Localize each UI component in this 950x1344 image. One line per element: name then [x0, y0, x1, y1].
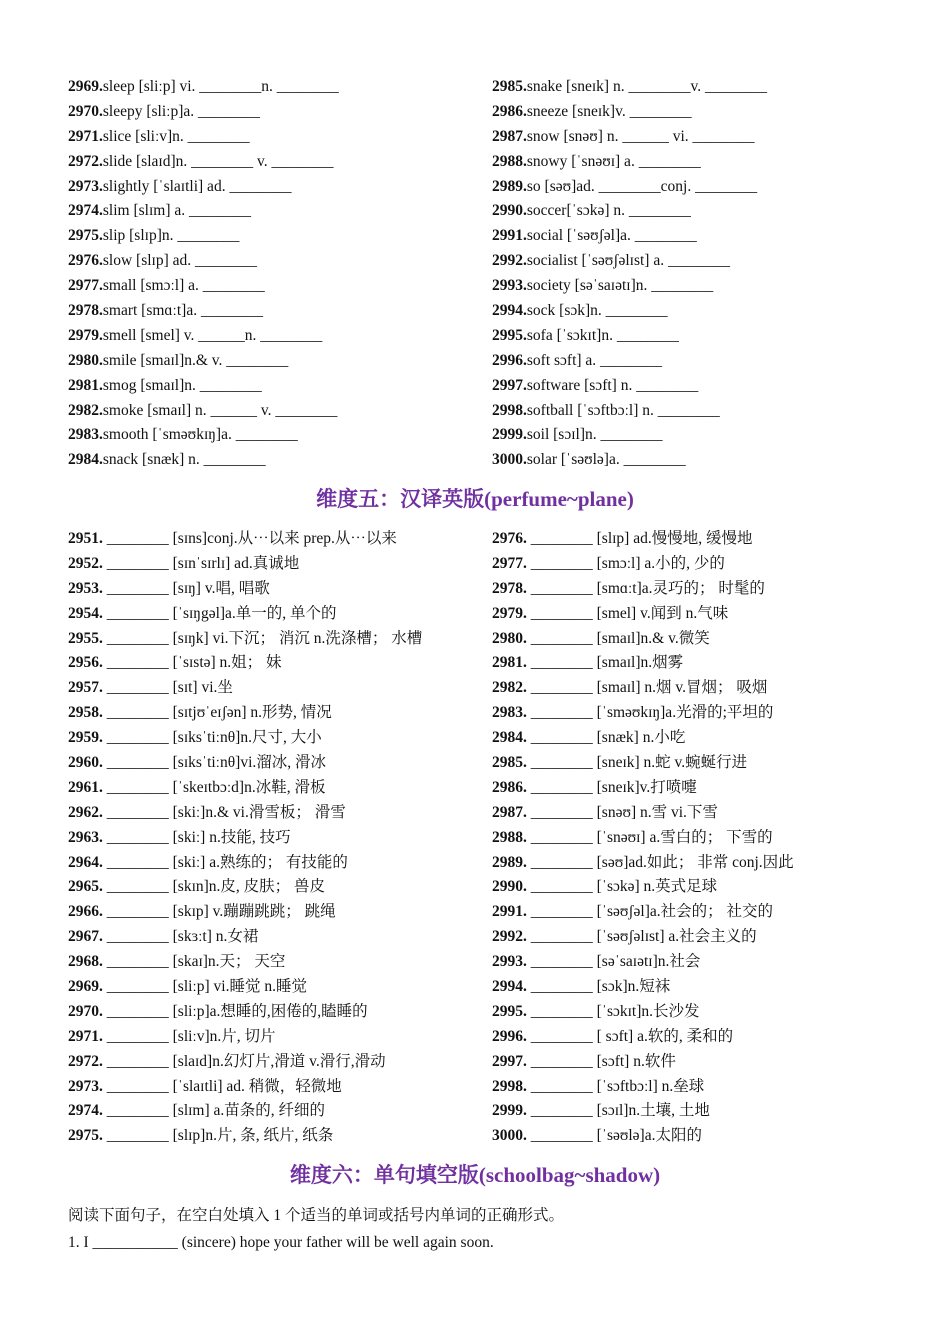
entry-text: ________ [ˈskeɪtbɔːd]n.冰鞋, 滑板 [102, 778, 326, 796]
entry-text: ________ [səʊ]ad.如此； 非常 conj.因此 [526, 853, 794, 871]
vocab-entry [492, 349, 898, 374]
vocab-entry [492, 826, 898, 851]
vocab-entry [492, 423, 898, 448]
entry-text: social [ˈsəʊʃəl]a. ________ [526, 227, 697, 245]
vocab-entry [492, 950, 898, 975]
entry-number: 2974. [68, 1102, 103, 1120]
vocab-entry [68, 75, 492, 100]
entry-text: ________ [slɪp] ad.慢慢地, 缓慢地 [526, 530, 753, 547]
entry-number: 2992. [492, 252, 527, 270]
entry-text: snowy [ˈsnəʊɪ] a. ________ [526, 152, 701, 170]
vocab-entry [68, 175, 492, 200]
entry-text: ________ [smɑːt]a.灵巧的； 时髦的 [526, 579, 765, 597]
entry-text: sofa [ˈsɔkɪt]n. ________ [526, 326, 679, 344]
entry-number: 2985. [492, 78, 527, 95]
entry-number: 2996. [492, 1027, 527, 1045]
entry-text: ________ [smaɪl]n.烟雾 [526, 654, 684, 672]
vocab-entry [68, 100, 492, 125]
entry-number: 2997. [492, 376, 527, 394]
entry-number: 2983. [68, 426, 103, 444]
vocab-entry [68, 826, 492, 851]
vocab-entry [68, 349, 492, 374]
entry-number: 2998. [492, 401, 527, 419]
entry-text: ________ [skiː]n.& vi.滑雪板； 滑雪 [102, 803, 346, 821]
entry-number: 2965. [68, 878, 103, 896]
vocab-entry [68, 726, 492, 751]
entry-text: ________ [sɔɪl]n.土壤, 土地 [526, 1102, 710, 1120]
entry-number: 2951. [68, 530, 103, 547]
entry-text: ________ [ˈsməʊkɪŋ]a.光滑的;平坦的 [526, 704, 774, 722]
vocab-entry [68, 274, 492, 299]
entry-number: 2973. [68, 1077, 103, 1095]
entry-text: slice [sliːv]n. ________ [102, 127, 250, 145]
entry-text: ________ [skiː] a.熟练的； 有技能的 [102, 853, 348, 871]
entry-text: ________ [sɪŋk] vi.下沉； 消沉 n.洗涤槽； 水槽 [102, 629, 423, 647]
entry-number: 2955. [68, 629, 103, 647]
entry-text: ________ [ˈsəʊʃəlɪst] a.社会主义的 [526, 928, 757, 946]
entry-number: 2972. [68, 152, 103, 170]
entry-number: 2976. [492, 530, 527, 547]
vocab-entry [492, 701, 898, 726]
entry-number: 2987. [492, 127, 527, 145]
entry-text: snow [snəʊ] n. ______ vi. ________ [526, 127, 755, 145]
entry-text: solar [ˈsəʊlə]a. ________ [526, 451, 686, 469]
entry-number: 2976. [68, 252, 103, 270]
vocab-entry [492, 1025, 898, 1050]
entry-text: snack [snæk] n. ________ [102, 451, 266, 469]
vocab-entry [492, 249, 898, 274]
entry-number: 2986. [492, 102, 527, 120]
entry-text: sock [sɔk]n. ________ [526, 302, 668, 320]
entry-text: ________ [skɜːt] n.女裙 [102, 928, 259, 946]
entry-text: smell [smel] v. ______n. ________ [102, 326, 323, 344]
vocab-entry [68, 602, 492, 627]
vocab-entry [492, 199, 898, 224]
entry-number: 2983. [492, 704, 527, 722]
vocab-entry [492, 975, 898, 1000]
entry-number: 2969. [68, 78, 103, 95]
entry-text: slip [slɪp]n. ________ [102, 227, 240, 245]
vocab-entry [68, 1000, 492, 1025]
vocab-entry [492, 801, 898, 826]
vocab-entry [492, 851, 898, 876]
vocab-entry [68, 324, 492, 349]
entry-number: 2997. [492, 1052, 527, 1070]
vocab-entry [68, 1075, 492, 1100]
vocab-entry [68, 125, 492, 150]
entry-number: 3000. [492, 1127, 527, 1145]
entry-number: 2970. [68, 1002, 103, 1020]
vocab-entry [492, 299, 898, 324]
entry-text: ________ [sɪns]conj.从⋯以来 prep.从⋯以来 [102, 530, 397, 547]
entry-number: 2977. [68, 277, 103, 295]
entry-number: 2993. [492, 953, 527, 971]
vocab-entry [68, 527, 492, 552]
entry-number: 2982. [68, 401, 103, 419]
entry-text: so [səʊ]ad. ________conj. ________ [526, 177, 758, 195]
entry-number: 2999. [492, 1102, 527, 1120]
entry-number: 2967. [68, 928, 103, 946]
vocab-entry [492, 175, 898, 200]
vocab-entry [68, 552, 492, 577]
vocab-entry [492, 676, 898, 701]
vocab-entry [492, 324, 898, 349]
section-title-dimension-five: 维度五：汉译英版(perfume~plane) [316, 487, 634, 511]
entry-number: 2958. [68, 704, 103, 722]
entry-number: 2966. [68, 903, 103, 921]
vocab-entry [492, 602, 898, 627]
entry-text: ________ [snæk] n.小吃 [526, 729, 686, 747]
entry-text: soil [sɔɪl]n. ________ [526, 426, 663, 444]
entry-number: 2974. [68, 202, 103, 220]
entry-number: 2984. [68, 451, 103, 469]
vocab-entry [68, 950, 492, 975]
instruction-text: 阅读下面句子，在空白处填入 1 个适当的单词或括号内单词的正确形式。 [68, 1207, 565, 1224]
entry-text: ________ [sliːp]a.想睡的,困倦的,瞌睡的 [102, 1002, 368, 1020]
vocab-entry [68, 1025, 492, 1050]
entry-text: ________ [ sɔft] a.软的, 柔和的 [526, 1027, 734, 1045]
vocab-entry [492, 1099, 898, 1124]
entry-text: ________ [sɪt] vi.坐 [102, 679, 233, 697]
entry-text: ________ [slaɪd]n.幻灯片,滑道 v.滑行,滑动 [102, 1052, 386, 1070]
vocab-entry [68, 776, 492, 801]
entry-number: 2979. [492, 604, 527, 622]
entry-number: 2975. [68, 227, 103, 245]
entry-text: ________ [skiː] n.技能, 技巧 [102, 828, 291, 846]
entry-text: ________ [sɪŋ] v.唱, 唱歌 [102, 579, 270, 597]
vocab-entry [492, 726, 898, 751]
entry-text: slightly [ˈslaɪtli] ad. ________ [102, 177, 292, 195]
entry-text: softball [ˈsɔftbɔːl] n. ________ [526, 401, 720, 419]
entry-text: ________ [snəʊ] n.雪 vi.下雪 [526, 803, 718, 821]
vocab-entry [492, 651, 898, 676]
vocab-entry [492, 925, 898, 950]
entry-text: ________ [ˈsəʊlə]a.太阳的 [526, 1127, 702, 1145]
entry-text: ________ [sɪnˈsɪrlɪ] ad.真诚地 [102, 554, 300, 572]
entry-text: sleepy [sliːp]a. ________ [102, 102, 261, 120]
vocab-entry [68, 627, 492, 652]
entry-text: ________ [ˈsnəʊɪ] a.雪白的； 下雪的 [526, 828, 773, 846]
entry-number: 2994. [492, 978, 527, 996]
vocab-entry [492, 627, 898, 652]
vocab-entry [492, 1050, 898, 1075]
vocab-entry [492, 448, 898, 473]
entry-number: 2999. [492, 426, 527, 444]
entry-text: small [smɔːl] a. ________ [102, 277, 265, 295]
vocab-entry [68, 651, 492, 676]
entry-text: slow [slɪp] ad. ________ [102, 252, 258, 270]
vocab-entry [68, 299, 492, 324]
entry-number: 2953. [68, 579, 103, 597]
entry-number: 2962. [68, 803, 103, 821]
entry-text: smile [smaɪl]n.& v. ________ [102, 351, 289, 369]
entry-text: ________ [smɔːl] a.小的, 少的 [526, 554, 725, 572]
vocab-entry [68, 150, 492, 175]
entry-number: 2998. [492, 1077, 527, 1095]
entry-number: 2964. [68, 853, 103, 871]
entry-number: 2986. [492, 778, 527, 796]
entry-text: ________ [sɔft] n.软件 [526, 1052, 676, 1070]
vocab-entry [492, 274, 898, 299]
vocab-grid-chinese-english [68, 527, 898, 1149]
entry-text: slide [slaɪd]n. ________ v. ________ [102, 152, 334, 170]
entry-number: 2981. [492, 654, 527, 672]
entry-number: 2980. [68, 351, 103, 369]
entry-text: soft sɔft] a. ________ [526, 351, 663, 369]
vocab-entry [68, 224, 492, 249]
entry-text: software [sɔft] n. ________ [526, 376, 699, 394]
vocab-entry [68, 1124, 492, 1149]
entry-text: ________ [sliːv]n.片, 切片 [102, 1027, 276, 1045]
entry-text: ________ [smaɪl]n.& v.微笑 [526, 629, 710, 647]
entry-number: 2996. [492, 351, 527, 369]
vocab-entry [68, 801, 492, 826]
vocab-entry [68, 249, 492, 274]
entry-text: smart [smɑːt]a. ________ [102, 302, 263, 320]
entry-number: 2968. [68, 953, 103, 971]
vocab-entry [68, 875, 492, 900]
entry-text: ________ [sɔk]n.短袜 [526, 978, 671, 996]
vocab-entry [68, 577, 492, 602]
entry-text: ________ [ˈsɔkə] n.英式足球 [526, 878, 718, 896]
entry-text: ________ [ˈslaɪtli] ad. 稍微，轻微地 [102, 1077, 342, 1095]
entry-number: 3000. [492, 451, 527, 469]
entry-number: 2972. [68, 1052, 103, 1070]
entry-number: 2982. [492, 679, 527, 697]
vocab-entry [68, 199, 492, 224]
entry-text: ________ [smel] v.闻到 n.气味 [526, 604, 729, 622]
entry-text: ________ [ˈsəʊʃəl]a.社会的； 社交的 [526, 903, 774, 921]
entry-number: 2960. [68, 754, 103, 772]
entry-text: sleep [sliːp] vi. ________n. ________ [102, 78, 339, 95]
vocab-entry [68, 751, 492, 776]
entry-text: ________ [sɪtjʊˈeɪʃən] n.形势, 情况 [102, 704, 332, 722]
vocab-entry [68, 701, 492, 726]
vocab-entry [492, 900, 898, 925]
entry-number: 2993. [492, 277, 527, 295]
entry-number: 2977. [492, 554, 527, 572]
entry-number: 2987. [492, 803, 527, 821]
entry-text: ________ [ˈsɔkɪt]n.长沙发 [526, 1002, 700, 1020]
entry-number: 2969. [68, 978, 103, 996]
vocab-entry [492, 399, 898, 424]
vocab-entry [68, 1099, 492, 1124]
entry-number: 2992. [492, 928, 527, 946]
vocab-entry [68, 374, 492, 399]
entry-text: ________ [slɪm] a.苗条的, 纤细的 [102, 1102, 326, 1120]
entry-text: ________ [skaɪ]n.天； 天空 [102, 953, 286, 971]
vocab-entry [68, 900, 492, 925]
vocab-entry [68, 676, 492, 701]
vocab-entry [68, 925, 492, 950]
entry-text: soccer[ˈsɔkə] n. ________ [526, 202, 691, 220]
entry-number: 2989. [492, 853, 527, 871]
vocab-entry [68, 975, 492, 1000]
entry-number: 2995. [492, 1002, 527, 1020]
entry-number: 2978. [492, 579, 527, 597]
entry-text: snake [sneɪk] n. ________v. ________ [526, 78, 767, 95]
entry-text: ________ [ˈsɪŋgəl]a.单一的, 单个的 [102, 604, 337, 622]
vocab-entry [492, 577, 898, 602]
entry-number: 2988. [492, 828, 527, 846]
vocab-entry [492, 150, 898, 175]
entry-text: ________ [slɪp]n.片, 条, 纸片, 纸条 [102, 1127, 334, 1145]
entry-text: ________ [ˈsɔftbɔːl] n.垒球 [526, 1077, 705, 1095]
section-title-dimension-six: 维度六：单句填空版(schoolbag~shadow) [289, 1163, 661, 1187]
entry-text: ________ [səˈsaɪətɪ]n.社会 [526, 953, 701, 971]
entry-number: 2954. [68, 604, 103, 622]
entry-text: sneeze [sneɪk]v. ________ [526, 102, 692, 120]
entry-text: ________ [skɪp] v.蹦蹦跳跳； 跳绳 [102, 903, 336, 921]
vocab-entry [68, 399, 492, 424]
entry-text: smoke [smaɪl] n. ______ v. ________ [102, 401, 338, 419]
vocab-entry [492, 552, 898, 577]
entry-text: smooth [ˈsməʊkɪŋ]a. ________ [102, 426, 298, 444]
entry-text: ________ [sɪksˈtiːnθ]n.尺寸, 大小 [102, 729, 322, 747]
entry-number: 2984. [492, 729, 527, 747]
vocab-entry [68, 423, 492, 448]
entry-text: ________ [ˈsɪstə] n.姐； 妹 [102, 654, 282, 672]
entry-number: 2994. [492, 302, 527, 320]
entry-text: ________ [sliːp] vi.睡觉 n.睡觉 [102, 978, 307, 996]
entry-number: 2963. [68, 828, 103, 846]
vocab-entry [68, 448, 492, 473]
entry-number: 2981. [68, 376, 103, 394]
entry-number: 2970. [68, 102, 103, 120]
vocab-entry [492, 224, 898, 249]
entry-number: 2990. [492, 202, 527, 220]
entry-text: ________ [skɪn]n.皮, 皮肤； 兽皮 [102, 878, 326, 896]
vocab-grid-english-chinese [68, 75, 898, 473]
entry-number: 2971. [68, 1027, 103, 1045]
entry-text: ________ [sneɪk]v.打喷嚏 [526, 778, 697, 796]
entry-number: 2975. [68, 1127, 103, 1145]
entry-text: society [səˈsaɪətɪ]n. ________ [526, 277, 714, 295]
vocab-entry [492, 125, 898, 150]
vocab-entry [492, 100, 898, 125]
entry-number: 2989. [492, 177, 527, 195]
entry-number: 2956. [68, 654, 103, 672]
vocab-entry [492, 1075, 898, 1100]
entry-number: 2988. [492, 152, 527, 170]
entry-text: socialist [ˈsəʊʃəlɪst] a. ________ [526, 252, 730, 270]
entry-number: 2991. [492, 903, 527, 921]
vocab-entry [492, 1124, 898, 1149]
vocab-entry [492, 776, 898, 801]
vocab-entry [492, 1000, 898, 1025]
entry-number: 2990. [492, 878, 527, 896]
entry-number: 2980. [492, 629, 527, 647]
vocab-entry [68, 1050, 492, 1075]
entry-text: smog [smaɪl]n. ________ [102, 376, 262, 394]
entry-number: 2979. [68, 326, 103, 344]
entry-text: slim [slɪm] a. ________ [102, 202, 251, 220]
entry-number: 2995. [492, 326, 527, 344]
entry-number: 2971. [68, 127, 103, 145]
entry-number: 2959. [68, 729, 103, 747]
entry-text: ________ [sɪksˈtiːnθ]vi.溜冰, 滑冰 [102, 754, 327, 772]
vocab-entry [492, 527, 898, 552]
vocab-entry [68, 851, 492, 876]
entry-number: 2952. [68, 554, 103, 572]
entry-text: ________ [smaɪl] n.烟 v.冒烟； 吸烟 [526, 679, 768, 697]
entry-number: 2991. [492, 227, 527, 245]
vocab-entry [492, 875, 898, 900]
entry-number: 2973. [68, 177, 103, 195]
entry-number: 2985. [492, 754, 527, 772]
vocab-entry [492, 751, 898, 776]
vocab-entry [492, 75, 898, 100]
entry-number: 2978. [68, 302, 103, 320]
entry-number: 2961. [68, 778, 103, 796]
entry-text: ________ [sneɪk] n.蛇 v.蜿蜒行进 [526, 754, 748, 772]
question-1: 1. I ___________ (sincere) hope your father will be well again soon. [68, 1234, 494, 1251]
entry-number: 2957. [68, 679, 103, 697]
vocab-entry [492, 374, 898, 399]
